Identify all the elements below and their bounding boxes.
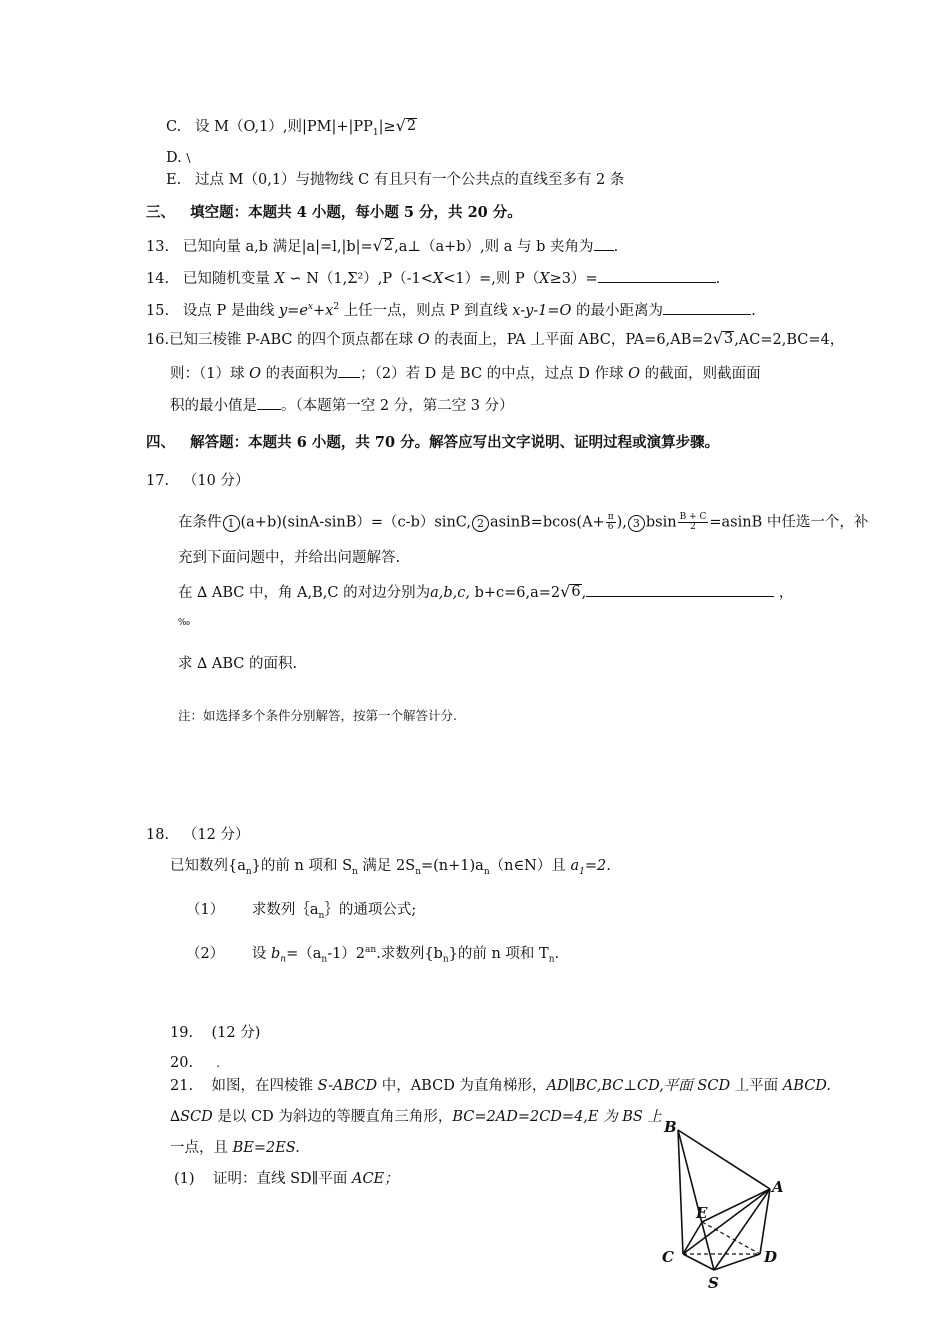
circled-number-2: 2 bbox=[472, 515, 489, 532]
stray-mark: ‰ bbox=[178, 618, 191, 628]
section-3-heading: 三、 填空题：本题共 4 小题，每小题 5 分，共 20 分。 bbox=[146, 204, 522, 221]
question-17-header: 17. （10 分） bbox=[146, 473, 250, 489]
answer-blank[interactable] bbox=[338, 363, 360, 378]
edge-ce bbox=[683, 1222, 702, 1254]
question-16-line-2: 则：（1）球 O 的表面积为 ；（2）若 D 是 BC 的中点，过点 D 作球 O 的截面，则截面面 bbox=[170, 363, 761, 383]
question-13: 13. 已知向量 a,b 满足|a|=l,|b|= √ 2 ,a⊥（a+b）,则 a 与 b 夹角为 . bbox=[146, 236, 619, 255]
condition-blank[interactable] bbox=[586, 582, 774, 597]
question-21-line-1: 21. 如图，在四棱锥 S-ABCD 中，ABCD 为直角梯形，AD∥BC,BC⊥CD,平面 SCD 丄平面 ABCD. bbox=[170, 1078, 832, 1094]
vertex-label-d: D bbox=[764, 1248, 778, 1266]
answer-blank[interactable] bbox=[663, 300, 751, 315]
option-e: E. 过点 M（0,1）与抛物线 C 有且只有一个公共点的直线至多有 2 条 bbox=[166, 172, 625, 188]
question-14: 14. 已知随机变量 X ∽ N（1,Σ²）,P（-1<X<1）=,则 P（X≥3）= . bbox=[146, 268, 720, 288]
edge-ed-hidden bbox=[702, 1222, 760, 1254]
answer-blank[interactable] bbox=[594, 236, 614, 251]
edge-ba bbox=[678, 1130, 770, 1189]
question-19-header: 19. (12 分) bbox=[170, 1025, 261, 1041]
question-17-line-1: 在条件 1 (a+b)(sinA-sinB）=（c-b）sinC, 2 asinB=bcos(A+ $\frac{\pi}{6}$ ), 3 bsin $\frac{B + C}{2}$ =asinB 中任选一个，补 bbox=[178, 512, 869, 532]
edge-ea bbox=[702, 1189, 770, 1222]
fraction: $\frac{B + C}{2}$ bbox=[679, 512, 707, 532]
question-17-line-3: 在 ∆ ABC 中，角 A,B,C 的对边分别为a,b,c, b+c=6,a=2 √ 6 , ， bbox=[178, 582, 794, 601]
vertex-label-s: S bbox=[708, 1274, 719, 1292]
vertex-label-c: C bbox=[662, 1248, 674, 1266]
option-c: C. 设 M（O,1）,则$|PM|+|PP_1|\ge$ √ 2 bbox=[166, 116, 417, 139]
question-21-line-3: 一点，且 BE=2ES. bbox=[170, 1140, 300, 1156]
question-18-part-2: （2） 设 $b_n=(a_n-1)2^{an}$.求数列$\{b_n\}$的前 n 项和 $T_n$. bbox=[186, 945, 560, 965]
question-17-line-4: 求 ∆ ABC 的面积. bbox=[178, 656, 298, 672]
question-17-line-2: 充到下面问题中，并给出问题解答. bbox=[178, 550, 401, 566]
question-18-header: 18. （12 分） bbox=[146, 827, 250, 843]
question-18-part-1: （1） 求数列$\{a_n\}$的通项公式; bbox=[186, 902, 417, 921]
question-17-note: 注：如选择多个条件分别解答，按第一个解答计分. bbox=[178, 708, 457, 723]
question-20-header: 20. . bbox=[170, 1055, 221, 1071]
question-21-line-2: ∆SCD 是以 CD 为斜边的等腰直角三角形，BC=2AD=2CD=4,E 为 BS 上 bbox=[170, 1109, 662, 1125]
pyramid-figure bbox=[650, 1112, 800, 1292]
question-15: 15. 设点 P 是曲线 $y=e^x+x^2$ 上任一点，则点 P 到直线 x-y-1=O 的最小距离为 . bbox=[146, 300, 756, 320]
vertex-label-a: A bbox=[772, 1178, 784, 1196]
circled-number-3: 3 bbox=[628, 515, 645, 532]
question-16-line-3: 积的最小值是 。（本题第一空 2 分，第二空 3 分） bbox=[170, 395, 514, 415]
question-21-part-1: (1) 证明：直线 SD∥平面 ACE； bbox=[174, 1171, 399, 1187]
vertex-label-b: B bbox=[664, 1118, 677, 1136]
edge-cs bbox=[683, 1254, 714, 1270]
vertex-label-e: E bbox=[696, 1204, 708, 1222]
fraction: $\frac{\pi}{6}$ bbox=[607, 512, 614, 532]
answer-blank[interactable] bbox=[257, 395, 281, 410]
option-d: D. \ bbox=[166, 150, 191, 166]
sqrt-expression: √ 2 bbox=[395, 116, 417, 136]
question-18-line-1: 已知数列$\{a_n\}$的前 n 项和 $S_n$ 满足 $2S_n=(n+1)a_n(n\in N)$且 $a_1=2$. bbox=[170, 858, 611, 877]
circled-number-1: 1 bbox=[223, 515, 240, 532]
edge-da bbox=[760, 1189, 770, 1254]
edge-sd bbox=[714, 1254, 760, 1270]
answer-blank[interactable] bbox=[598, 268, 716, 283]
question-16-line-1: 16.已知三棱锥 P-ABC 的四个顶点都在球 O 的表面上，PA 丄平面 ABC，PA=6,AB=2 √ 3 ,AC=2,BC=4， bbox=[146, 329, 845, 349]
section-4-heading: 四、 解答题：本题共 6 小题，共 70 分。解答应写出文字说明、证明过程或演算步骤。 bbox=[146, 434, 720, 451]
